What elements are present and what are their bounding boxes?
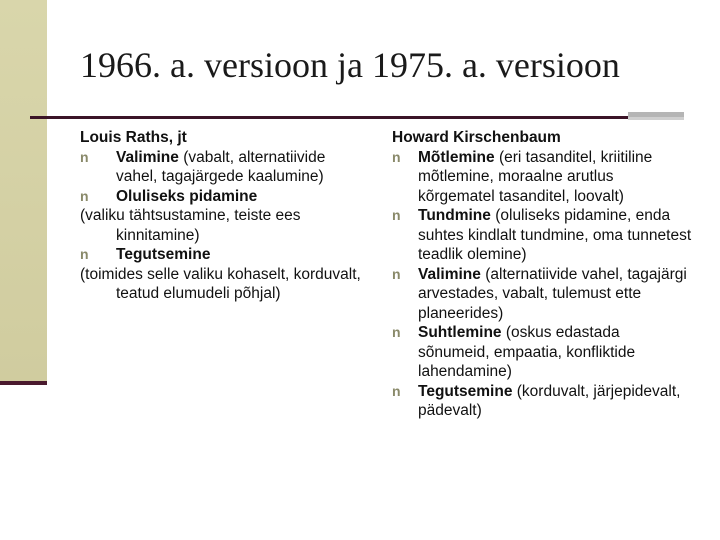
left-accent-bar [0,0,47,382]
bullet-icon: n [80,246,89,262]
item-text: (oluliseks pidamine, enda suhtes kindlalt tundmine, oma tunnetest teadlik olemine) [418,207,692,263]
left-column-heading: Louis Raths, jt [80,129,187,146]
list-item [392,265,692,324]
item-note: (toimides selle valiku kohaselt, korduvalt, teatud elumudeli põhjal) [80,265,361,302]
bullet-icon: n [80,187,89,204]
item-text: (alternatiivide vahel, tagajärgi arvestades, vabalt, tulemust ette planeerides) [418,265,687,322]
list-item [392,148,692,207]
item-text: (oskus edastada sõnumeid, empaatia, konfliktide lahendamine) [418,324,636,380]
item-term: Tegutsemine [418,382,513,400]
list-item [392,382,692,421]
list-item [392,323,692,382]
item-term: Tundmine [418,207,491,224]
bullet-icon: n [392,265,401,282]
left-column [80,128,370,304]
slide-title: 1966. a. versioon ja 1975. a. versioon [80,45,620,85]
bullet-icon: n [80,148,89,165]
item-term: Tegutsemine [116,246,211,263]
bullet-icon: n [392,382,401,399]
item-text: (korduvalt, järjepidevalt, pädevalt) [418,382,681,419]
bullet-icon: n [392,148,401,165]
item-term: Valimine [418,265,481,283]
item-term: Oluliseks pidamine [116,187,258,205]
list-item [80,187,370,207]
item-text: (vabalt, alternatiivide vahel, tagajärgede kaalumine) [116,148,326,185]
list-item [392,206,692,265]
right-column [392,128,692,421]
bullet-icon: n [392,207,401,223]
item-note: (valiku tähtsustamine, teiste ees kinnitamine) [80,207,301,244]
bullet-icon: n [392,324,401,340]
item-term: Valimine [116,148,179,166]
right-column-heading: Howard Kirschenbaum [392,129,561,146]
title-divider [30,116,630,119]
item-text: (eri tasanditel, kriitiline mõtlemine, moraalne arutlus kõrgematel tasanditel, loovalt) [418,148,653,205]
item-term: Mõtlemine [418,148,495,166]
left-accent-bar-edge [0,381,47,385]
list-item [80,148,370,187]
item-term: Suhtlemine [418,324,502,341]
title-divider-accent-lower [628,117,684,120]
list-item [80,245,370,265]
